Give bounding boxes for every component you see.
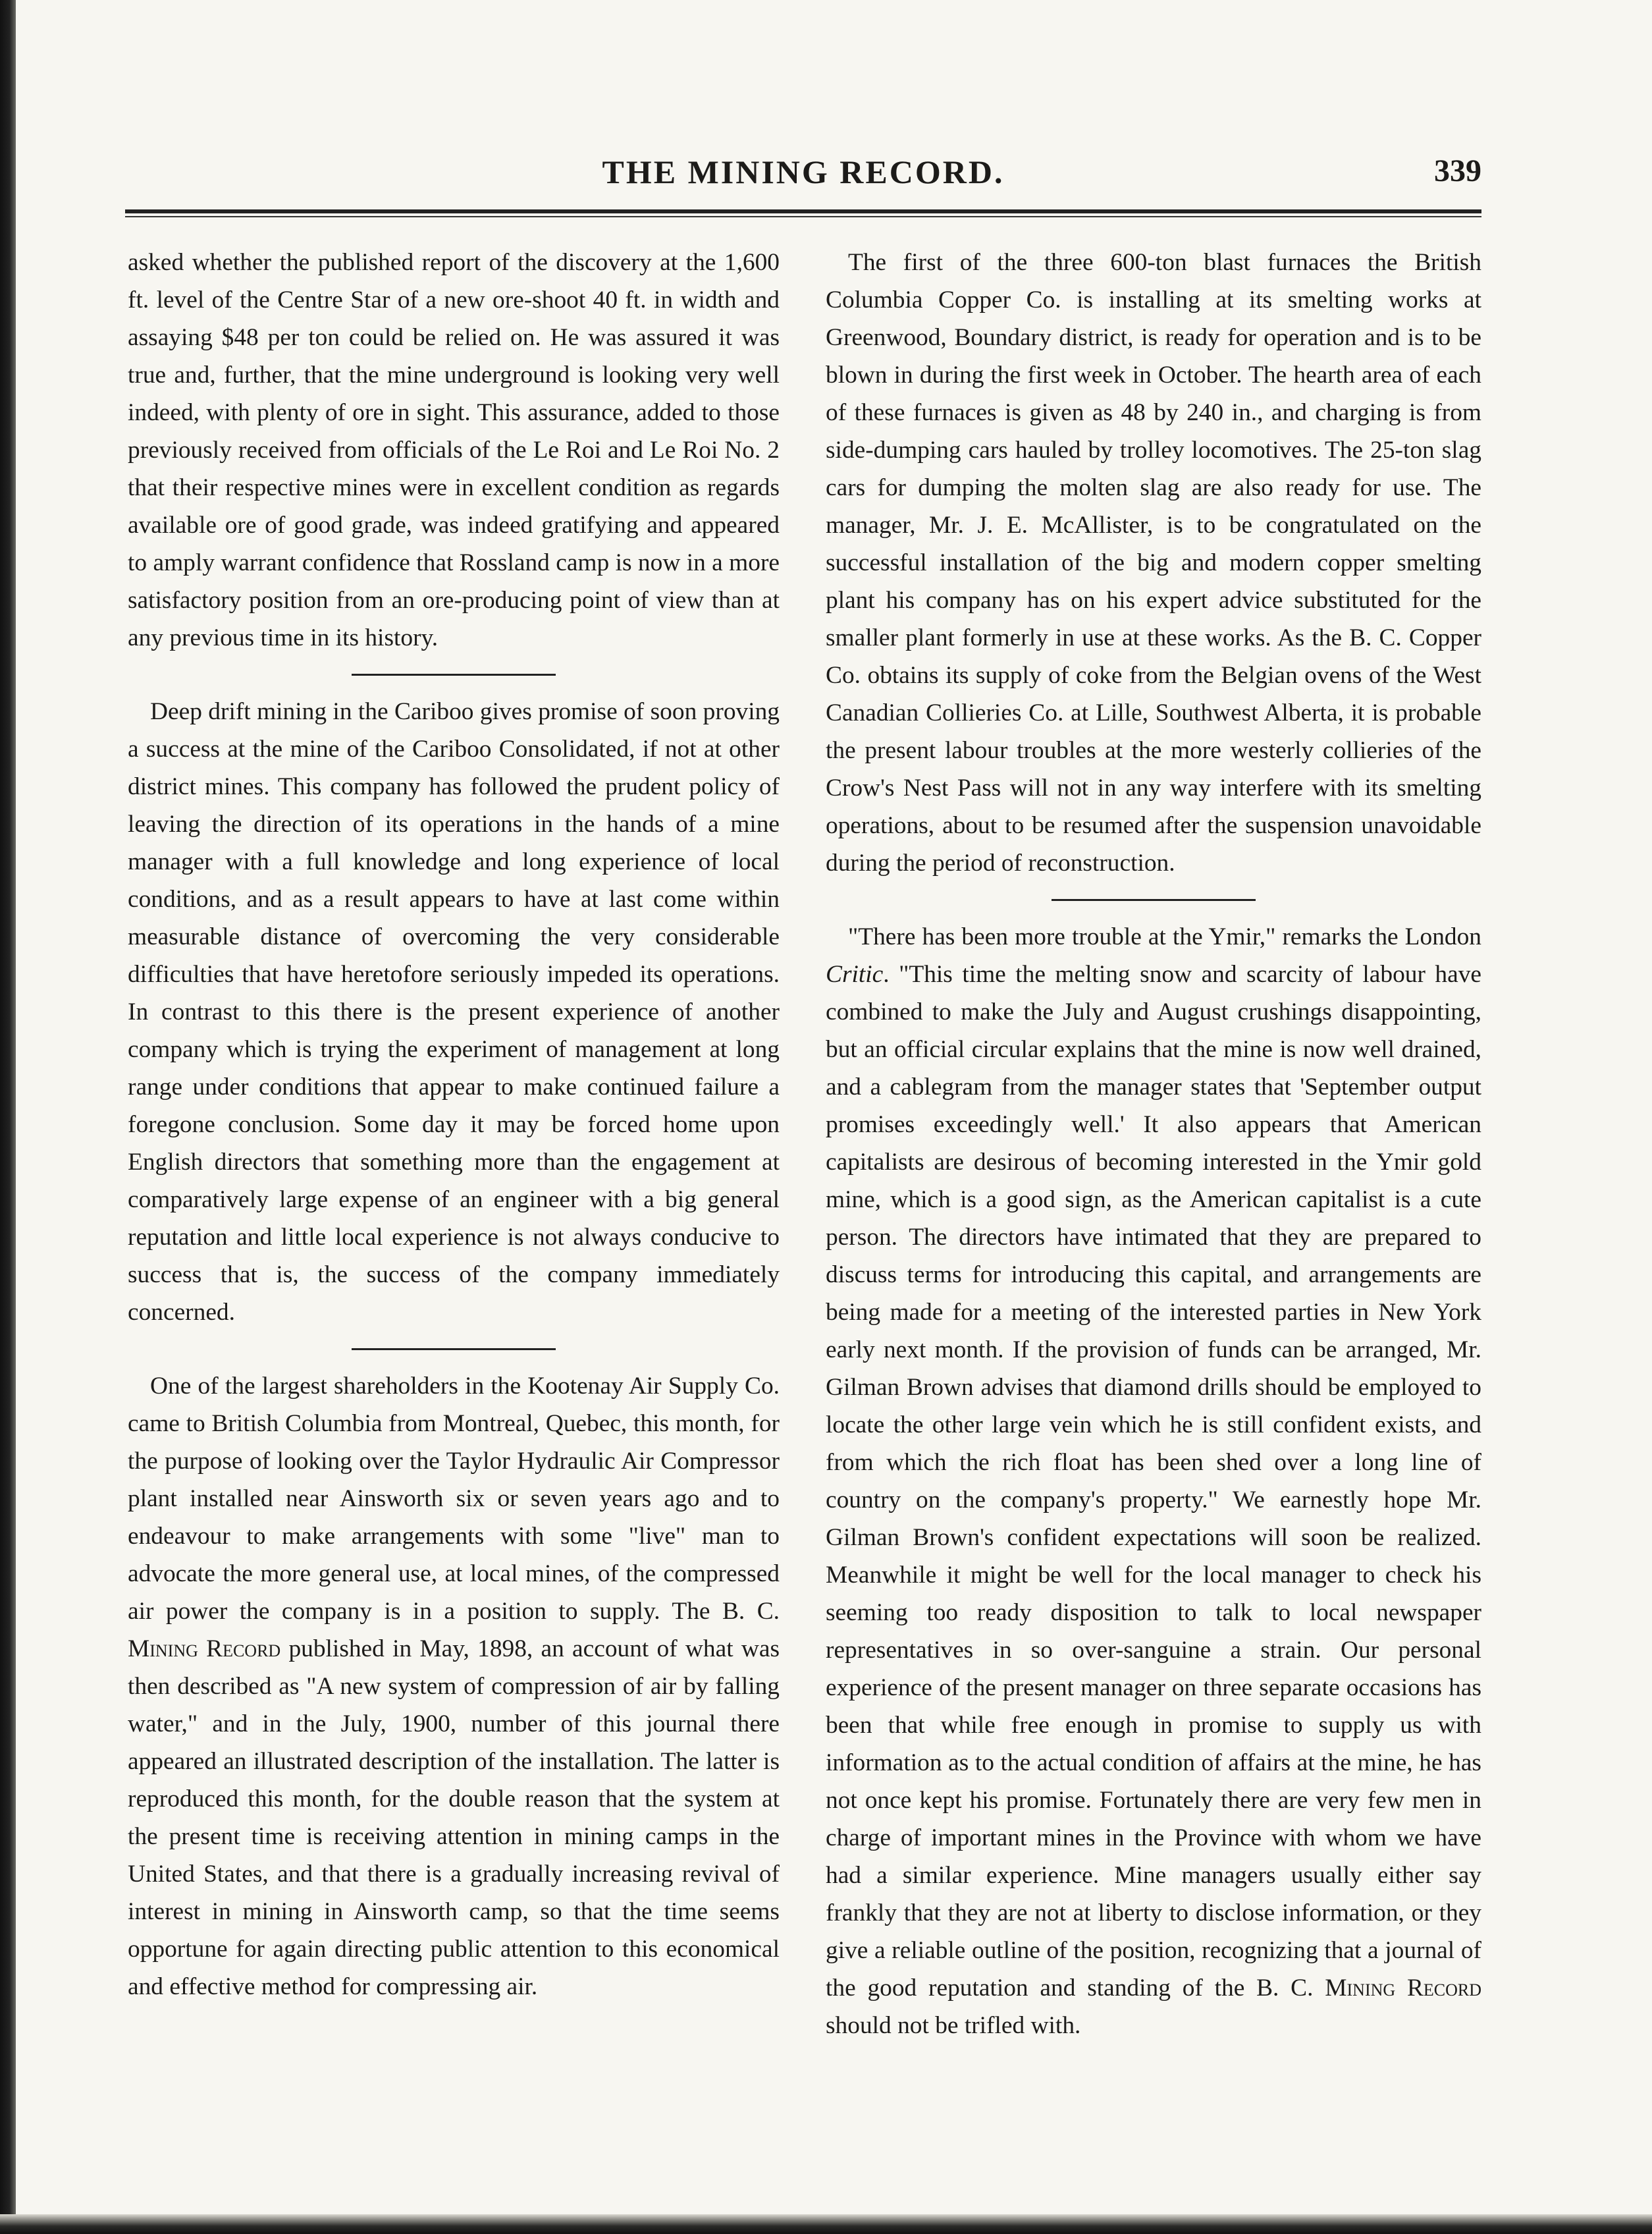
header-rule (125, 209, 1481, 217)
running-title: THE MINING RECORD. (602, 153, 1005, 190)
bottom-edge-shadow (0, 2214, 1652, 2234)
publication-name: Critic (826, 961, 884, 988)
section-divider (352, 1348, 556, 1350)
paragraph-ymir (826, 918, 1481, 2044)
page-number: 339 (1434, 153, 1481, 188)
section-divider (1052, 899, 1256, 901)
paragraph-rossland: asked whether the published report of the discovery at the 1,600 ft. level of the Centre Star of a new ore-shoot 40 ft. in width and assaying $48 per ton could be relied on. He was assured it was true and, further, that the mine underground is looking very well indeed, with plenty of ore in sight. This assurance, added to those previously received from officials of the Le Roi and Le Roi No. 2 that their respective mines were in excellent condition as regards available ore of good grade, was indeed gratifying and appeared to amply warrant confidence that Rossland camp is now in a more satisfactory position from an ore-producing point of view than at any previous time in its history. (128, 249, 780, 651)
paragraph-cariboo: Deep drift mining in the Cariboo gives promise of soon proving a success at the mine of the Cariboo Consolidated, if not at other district mines. This company has followed the prudent policy of leaving the direction of its operations in the hands of a mine manager with a full knowledge and long experience of local conditions, and as a result appears to have at last come within measurable distance of overcoming the very considerable difficulties that have heretofore seriously impeded its operations. In contrast to this there is the present experience of another company which is trying the experiment of management at long range under conditions that appear to make continued failure a foregone conclusion. Some day it may be forced home upon English directors that something more than the engagement at comparatively large expense of an engineer with a big general reputation and little local experience is not always conducive to success that is, the success of the company immediately concerned. (128, 698, 780, 1326)
binding-edge-shadow (0, 0, 16, 2234)
paragraph-text: "There has been more trouble at the Ymir," remarks the London (848, 923, 1481, 950)
paragraph-text: should not be trifled with. (826, 2012, 1081, 2039)
journal-name: Mining Record (1325, 1975, 1482, 2002)
page-header (125, 153, 1481, 200)
section-divider (352, 674, 556, 676)
paragraph-text: One of the largest shareholders in the Kootenay Air Supply Co. came to British Columbia from Montreal, Quebec, this month, for the purpose of looking over the Taylor Hydraulic Air Compressor plant installed near Ainsworth six or seven years ago and to endeavour to make arrangements with some "live" man to advocate the more general use, at local mines, of the compressed air power the company is in a position to supply. The B. C. (128, 1373, 780, 1625)
paragraph-kootenay-air (128, 1367, 780, 2005)
paragraph-text: . "This time the melting snow and scarcity of labour have combined to make the July and August crushings disappointing, but an official circular explains that the mine is now well drained, and a cablegram from the manager states that 'September output promises exceedingly well.' It also appears that American capitalists are desirous of becoming interested in the Ymir gold mine, which is a good sign, as the American capitalist is a cute person. The directors have intimated that they are prepared to discuss terms for introducing this capital, and arrangements are being made for a meeting of the interested parties in New York early next month. If the provision of funds can be arranged, Mr. Gilman Brown advises that diamond drills should be employed to locate the other large vein which he is still confident exists, and from which the rich float has been shed over a long line of country on the company's property." We earnestly hope Mr. Gilman Brown's confident expectations will soon be realized. Meanwhile it might be well for the local manager to check his seeming too ready disposition to talk to local newspaper representatives in so over-sanguine a strain. Our personal experience of the present manager on three separate occasions has been that while free enough in promise to supply us with information as to the actual condition of affairs at the mine, he has not once kept his promise. Fortunately there are very few men in charge of important mines in the Province with whom we have had a similar experience. Mine managers usually either say frankly that they are not at liberty to disclose information, or they give a reliable outline of the position, recognizing that a journal of the good reputation and standing of the B. C. (826, 961, 1481, 2002)
paragraph-greenwood-furnaces: The first of the three 600-ton blast furnaces the British Columbia Copper Co. is installing at its smelting works at Greenwood, Boundary district, is ready for operation and is to be blown in during the first week in October. The hearth area of each of these furnaces is given as 48 by 240 in., and charging is from side-dumping cars hauled by trolley locomotives. The 25-ton slag cars for dumping the molten slag are also ready for use. The manager, Mr. J. E. McAllister, is to be congratulated on the successful installation of the big and modern copper smelting plant his company has on his expert advice substituted for the smaller plant formerly in use at these works. As the B. C. Copper Co. obtains its supply of coke from the Belgian ovens of the West Canadian Collieries Co. at Lille, Southwest Alberta, it is probable the present labour troubles at the more westerly collieries of the Crow's Nest Pass will not in any way interfere with its smelting operations, about to be resumed after the suspension unavoidable during the period of reconstruction. (826, 249, 1481, 877)
left-column (128, 244, 780, 2154)
paragraph-text: published in May, 1898, an account of what was then described as "A new system of compression of air by falling water," and in the July, 1900, number of this journal there appeared an illustrated description of the installation. The latter is reproduced this month, for the double reason that the system at the present time is receiving attention in mining camps in the United States, and that there is a gradually increasing revival of interest in mining in Ainsworth camp, so that the time seems opportune for again directing public attention to this economical and effective method for compressing air. (128, 1635, 780, 2000)
right-column (826, 244, 1481, 2154)
journal-name: Mining Record (128, 1635, 281, 1662)
